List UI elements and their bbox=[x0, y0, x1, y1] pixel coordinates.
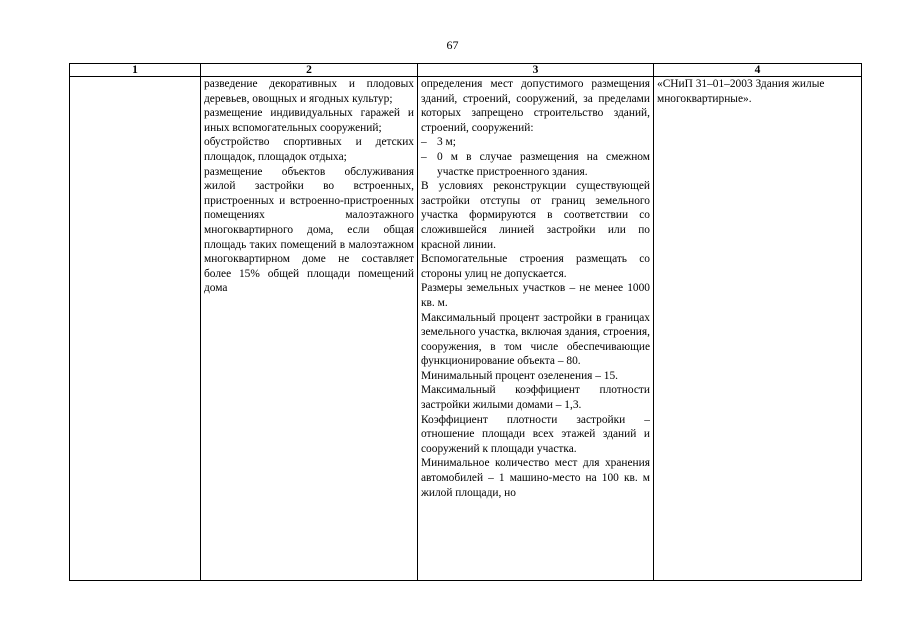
page-number: 67 bbox=[446, 38, 459, 52]
parameter-paragraph: Минимальный процент озеленения – 15. bbox=[421, 369, 619, 382]
permitted-use-item: размещение индивидуальных гаражей и иных вспомогательных сооружений; bbox=[204, 107, 414, 134]
zoning-table bbox=[69, 63, 862, 581]
table-row bbox=[70, 77, 862, 581]
dash-item-text: 3 м; bbox=[437, 136, 456, 149]
parameter-paragraph: Максимальный процент застройки в границах земельного участка, включая здания, строения, сооружения, в том числе обеспечивающие функционирование объекта – 80. bbox=[421, 311, 650, 368]
cell-col-1 bbox=[70, 77, 201, 581]
parameters-intro: определения мест допустимого размещения зданий, строений, сооружений, за пределами которых запрещено строительство зданий, строений, сооружений: bbox=[421, 78, 650, 134]
parameter-paragraph: Коэффициент плотности застройки – отношение площади всех этажей зданий и сооружений к площади участка. bbox=[421, 413, 650, 455]
parameter-paragraph: Вспомогательные строения размещать со стороны улиц не допускается. bbox=[421, 253, 650, 280]
dash-item-text: 0 м в случае размещения на смежном участке пристроенного здания. bbox=[437, 150, 650, 178]
cell-col-4: «СНиП 31–01–2003 Здания жилые многоквартирные». bbox=[654, 77, 862, 581]
parameter-paragraph: Минимальное количество мест для хранения автомобилей – 1 машино-место на 100 кв. м жилой площади, но bbox=[421, 457, 650, 499]
cell-col-2 bbox=[201, 77, 418, 581]
dash-marker: – bbox=[421, 150, 427, 163]
dash-marker: – bbox=[421, 136, 427, 149]
header-col-2: 2 bbox=[201, 64, 418, 77]
parameter-paragraph: Размеры земельных участков – не менее 1000 кв. м. bbox=[421, 282, 650, 309]
header-col-4: 4 bbox=[654, 64, 862, 77]
header-col-3: 3 bbox=[418, 64, 654, 77]
permitted-use-item: размещение объектов обслуживания жилой застройки во встроенных, пристроенных и встроенно-пристроенных помещениях малоэтажного многоквартирного дома, если общая площадь таких помещений в малоэтажном многоквартирном доме не составляет более 15% общей площади помещений дома bbox=[204, 165, 414, 295]
permitted-use-item: обустройство спортивных и детских площадок, площадок отдыха; bbox=[204, 136, 414, 163]
dash-list-item bbox=[421, 135, 650, 150]
permitted-use-item: разведение декоративных и плодовых деревьев, овощных и ягодных культур; bbox=[204, 78, 414, 105]
dash-list-item bbox=[421, 150, 650, 179]
cell-col-3 bbox=[418, 77, 654, 581]
parameter-paragraph: Максимальный коэффициент плотности застройки жилыми домами – 1,3. bbox=[421, 384, 650, 412]
header-row bbox=[70, 64, 862, 77]
header-col-1: 1 bbox=[70, 64, 201, 77]
parameter-paragraph: В условиях реконструкции существующей застройки отступы от границ земельного участка формируются в соответствии со сложившейся линией застройки или по красной линии. bbox=[421, 180, 650, 251]
